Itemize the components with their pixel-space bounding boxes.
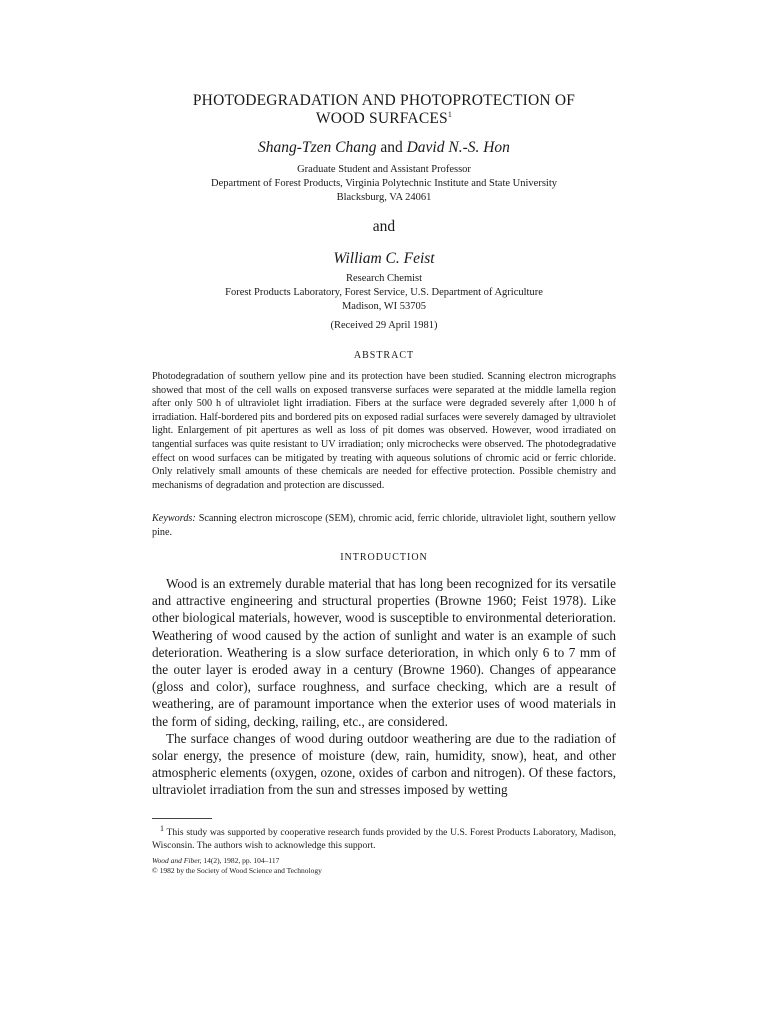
abstract-heading: ABSTRACT	[353, 350, 415, 361]
journal-citation: 14(2), 1982, pp. 104–117	[201, 856, 280, 865]
intro-paragraph-2: The surface changes of wood during outdoor weathering are due to the radiation of solar energy, the presence of moisture (dew, rain, humidity, snow), heat, and other atmospheric elements (oxygen, ozone, oxides of carbon and nitrogen). Of these factors, ultraviolet irradiation from the sun and stresses imposed by wetting	[152, 730, 616, 798]
title-footnote-mark: 1	[447, 109, 453, 119]
affiliation-2-line-1: Research Chemist	[345, 273, 423, 284]
journal-citation-line	[152, 856, 616, 866]
affiliation-2	[100, 272, 668, 313]
affiliation-1-line-2: Department of Forest Products, Virginia Polytechnic Institute and State University	[210, 177, 557, 189]
affiliation-1-line-1: Graduate Student and Assistant Professor	[297, 164, 471, 175]
authors-separator: and	[372, 218, 396, 235]
journal-info	[152, 856, 616, 876]
paper-title	[100, 92, 668, 128]
title-line-2-text: WOOD SURFACES	[315, 110, 448, 127]
received-date: (Received 29 April 1981)	[330, 320, 438, 331]
affiliation-2-line-3: Madison, WI 53705	[341, 300, 427, 312]
introduction-heading: INTRODUCTION	[340, 552, 428, 563]
journal-name: Wood and Fiber,	[152, 856, 202, 865]
author-3: William C. Feist	[333, 250, 435, 267]
footnote-rule	[152, 818, 212, 819]
introduction-body	[152, 575, 616, 799]
author-2: David N.-S. Hon	[406, 139, 510, 156]
affiliation-1	[100, 163, 668, 204]
keywords-label: Keywords:	[152, 513, 196, 524]
intro-paragraph-1: Wood is an extremely durable material that has long been recognized for its versatile and attractive engineering and structural properties (Browne 1960; Feist 1978). Like other biological materials, however, wood is susceptible to environmental deterioration. Weathering of wood caused by the action of sunlight and water is an example of such deterioration. Weathering is a slow surface deterioration, in which only 6 to 7 mm of the outer layer is eroded away in a century (Browne 1960). Changes of appearance (gloss and color), surface roughness, and surface checking, which are a result of weathering, are of paramount importance when the exterior uses of wood materials in the form of siding, decking, railing, etc., are considered.	[152, 576, 616, 729]
keywords-text: Scanning electron microscope (SEM), chromic acid, ferric chloride, ultraviolet light, southern yellow pine.	[152, 513, 616, 538]
footnote-text: This study was supported by cooperative research funds provided by the U.S. Forest Products Laboratory, Madison, Wisconsin. The authors wish to acknowledge this support.	[152, 827, 616, 851]
title-line-1: PHOTODEGRADATION AND PHOTOPROTECTION OF	[192, 92, 576, 109]
abstract-text: Photodegradation of southern yellow pine and its protection have been studied. Scanning electron micrographs showed that most of the cell walls on exposed transverse surfaces were separated at the middle lamella region after only 500 h of ultraviolet light irradiation. Fibers at the surface were degraded severely after 1,000 h of irradiation. Half-bordered pits and bordered pits on exposed radial surfaces were severely damaged by ultraviolet light. Enlargement of pit apertures as well as loss of pit domes was observed. However, wood irradiated on tangential surfaces was quite resistant to UV irradiation; only microchecks were observed. The photodegradative effect on wood surfaces can be mitigated by treating with aqueous solutions of chromic acid or ferric chloride. Only relatively small amounts of these chemicals are needed for effective protection. Possible chemistry and mechanisms of degradation and protection are discussed.	[152, 371, 616, 491]
authors-line	[100, 138, 668, 158]
affiliation-1-line-3: Blacksburg, VA 24061	[336, 191, 432, 203]
keywords	[152, 512, 616, 539]
footnote	[152, 823, 616, 852]
author-and: and	[380, 139, 403, 156]
affiliation-2-line-2: Forest Products Laboratory, Forest Service, U.S. Department of Agriculture	[225, 286, 543, 298]
title-line-2	[100, 110, 668, 128]
footnote-mark: 1	[160, 823, 164, 833]
author-1: Shang-Tzen Chang	[258, 139, 377, 156]
copyright-line: © 1982 by the Society of Wood Science and Technology	[152, 866, 322, 875]
